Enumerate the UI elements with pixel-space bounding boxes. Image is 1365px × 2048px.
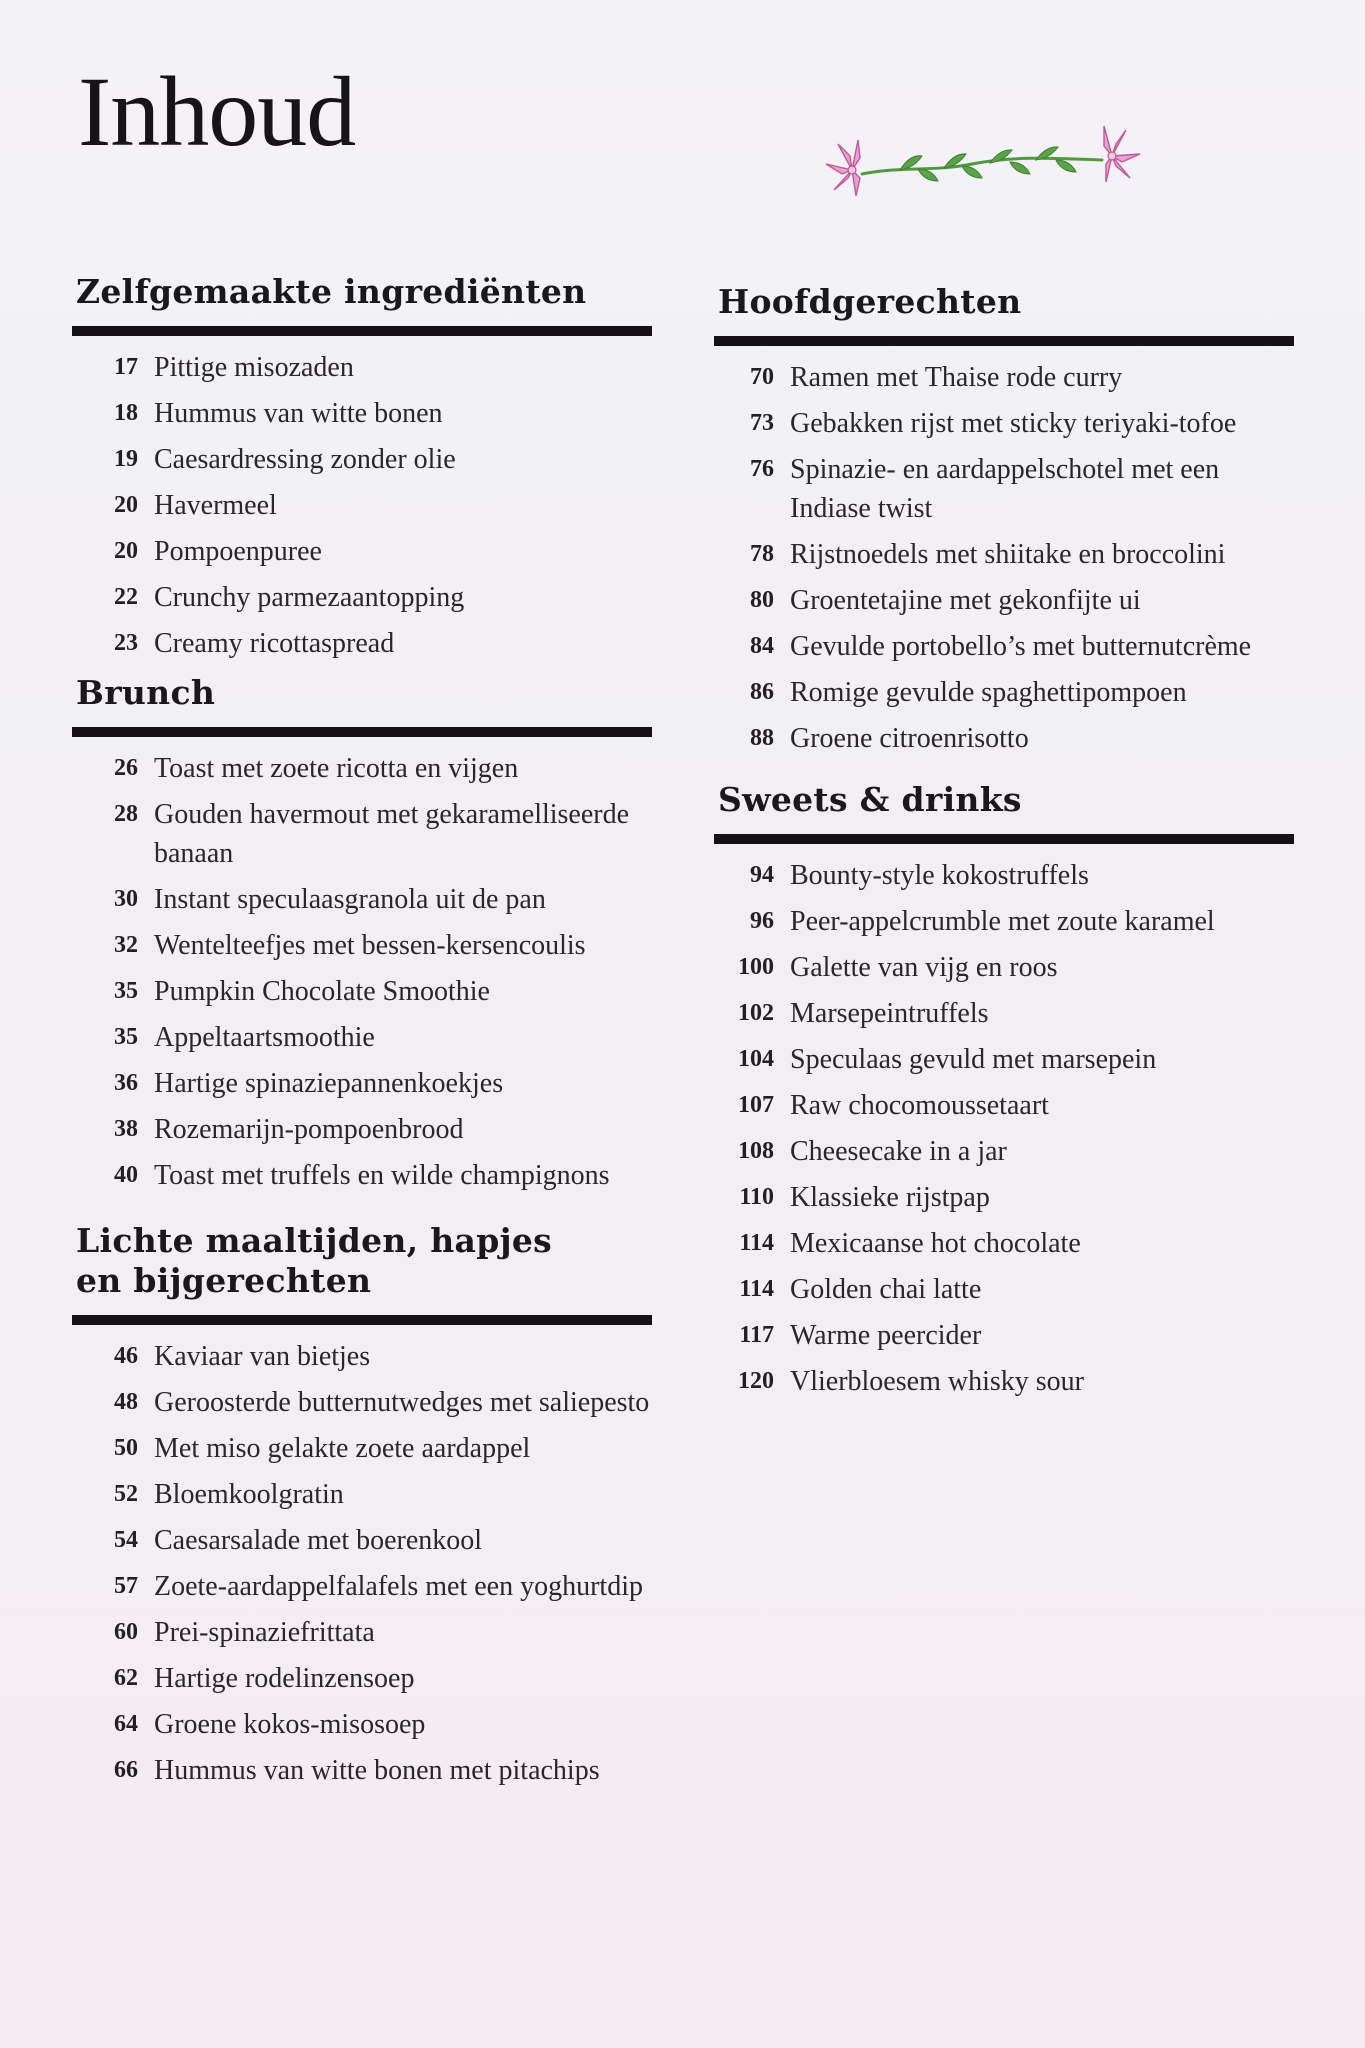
page-title: Inhoud (78, 56, 356, 167)
toc-entry (714, 856, 1294, 895)
recipe-title: Bounty-style kokostruffels (790, 860, 1089, 891)
recipe-title: Bloemkoolgratin (154, 1479, 344, 1510)
recipe-title: Warme peercider (790, 1320, 982, 1351)
toc-entry (714, 1316, 1294, 1355)
toc-entry (72, 972, 652, 1011)
page-number: 84 (750, 633, 774, 659)
left-column (72, 272, 652, 1797)
toc-entry (72, 440, 652, 479)
toc-entry (72, 1705, 652, 1744)
page-number: 110 (739, 1184, 774, 1210)
recipe-title: Gebakken rijst met sticky teriyaki-tofoe (790, 408, 1237, 439)
recipe-title: Romige gevulde spaghettipompoen (790, 677, 1187, 708)
section-heading: Zelfgemaakte ingrediënten (76, 272, 587, 311)
page-number: 70 (750, 364, 774, 390)
toc-entry (714, 581, 1294, 620)
entry-list (72, 348, 652, 663)
page-number: 54 (114, 1527, 138, 1553)
section-rule (72, 727, 652, 737)
section-heading (76, 1221, 652, 1301)
entry-list (72, 1337, 652, 1790)
page-number: 48 (114, 1389, 138, 1415)
recipe-title: Instant speculaasgranola uit de pan (154, 884, 546, 915)
recipe-title: Pumpkin Chocolate Smoothie (154, 976, 490, 1007)
toc-entry (72, 624, 652, 663)
page-number: 22 (114, 584, 138, 610)
page-number: 40 (114, 1162, 138, 1188)
recipe-title: Prei-spinaziefrittata (154, 1617, 375, 1648)
toc-entry (714, 450, 1294, 528)
toc-entry (72, 795, 652, 873)
recipe-title: Hartige rodelinzensoep (154, 1663, 415, 1694)
recipe-title: Golden chai latte (790, 1274, 982, 1305)
right-column (714, 282, 1294, 1408)
recipe-title: Groene kokos-misosoep (154, 1709, 426, 1740)
toc-entry (72, 1429, 652, 1468)
entry-list (72, 749, 652, 1195)
section-sweets-drinks (714, 780, 1294, 1401)
page-number: 114 (739, 1230, 774, 1256)
section-zelfgemaakte-ingredienten (72, 272, 652, 663)
recipe-title: Zoete-aardappelfalafels met een yoghurtdip (154, 1571, 643, 1602)
page-number: 60 (114, 1619, 138, 1645)
recipe-title: Wentelteefjes met bessen-kersencoulis (154, 930, 586, 961)
toc-entry (714, 902, 1294, 941)
page-number: 20 (114, 492, 138, 518)
recipe-title: Groentetajine met gekonfijte ui (790, 585, 1141, 616)
recipe-title: Rijstnoedels met shiitake en broccolini (790, 539, 1226, 570)
page-number: 62 (114, 1665, 138, 1691)
section-heading-line2: en bijgerechten (76, 1261, 372, 1300)
recipe-title: Mexicaanse hot chocolate (790, 1228, 1081, 1259)
section-rule (714, 834, 1294, 844)
recipe-title: Toast met truffels en wilde champignons (154, 1160, 610, 1191)
toc-entry (72, 1110, 652, 1149)
recipe-title: Hummus van witte bonen met pitachips (154, 1755, 600, 1786)
toc-entry (72, 880, 652, 919)
recipe-title: Peer-appelcrumble met zoute karamel (790, 906, 1215, 937)
page-number: 18 (114, 400, 138, 426)
toc-entry (714, 1132, 1294, 1171)
recipe-title: Hummus van witte bonen (154, 398, 443, 429)
page-number: 94 (750, 862, 774, 888)
recipe-title: Pittige misozaden (154, 352, 354, 383)
toc-entry (72, 926, 652, 965)
section-rule (72, 1315, 652, 1325)
toc-entry (714, 535, 1294, 574)
section-heading: Hoofdgerechten (718, 282, 1022, 321)
recipe-title: Speculaas gevuld met marsepein (790, 1044, 1157, 1075)
toc-entry (72, 394, 652, 433)
toc-entry (72, 486, 652, 525)
page-number: 46 (114, 1343, 138, 1369)
toc-entry (714, 358, 1294, 397)
toc-entry (714, 404, 1294, 443)
toc-entry (72, 1156, 652, 1195)
toc-entry (714, 1178, 1294, 1217)
entry-list (714, 358, 1294, 758)
page-number: 73 (750, 410, 774, 436)
recipe-title: Crunchy parmezaantopping (154, 582, 465, 613)
page-number: 76 (750, 456, 774, 482)
section-heading: Sweets & drinks (718, 780, 1022, 819)
toc-entry (714, 673, 1294, 712)
page-number: 64 (114, 1711, 138, 1737)
recipe-title: Spinazie- en aardappelschotel met een Indiase twist (790, 454, 1220, 524)
toc-entry (72, 1475, 652, 1514)
recipe-title: Appeltaartsmoothie (154, 1022, 375, 1053)
page-number: 104 (738, 1046, 774, 1072)
entry-list (714, 856, 1294, 1401)
flower-garland-illustration (822, 122, 1146, 214)
recipe-title: Groene citroenrisotto (790, 723, 1029, 754)
page-number: 23 (114, 630, 138, 656)
page-number: 32 (114, 932, 138, 958)
toc-entry (72, 348, 652, 387)
page-number: 114 (739, 1276, 774, 1302)
section-rule (714, 336, 1294, 346)
page-number: 35 (114, 978, 138, 1004)
page-number: 38 (114, 1116, 138, 1142)
toc-entry (714, 1270, 1294, 1309)
toc-entry (714, 1086, 1294, 1125)
section-brunch (72, 673, 652, 1195)
page-number: 107 (738, 1092, 774, 1118)
toc-entry (72, 1018, 652, 1057)
toc-entry (72, 1613, 652, 1652)
recipe-title: Ramen met Thaise rode curry (790, 362, 1123, 393)
recipe-title: Marsepeintruffels (790, 998, 989, 1029)
page-number: 36 (114, 1070, 138, 1096)
page-number: 78 (750, 541, 774, 567)
recipe-title: Caesardressing zonder olie (154, 444, 456, 475)
page-number: 17 (114, 354, 138, 380)
toc-entry (714, 719, 1294, 758)
page-number: 120 (738, 1368, 774, 1394)
toc-entry (714, 1040, 1294, 1079)
page-number: 96 (750, 908, 774, 934)
page-number: 57 (114, 1573, 138, 1599)
section-heading-line1: Lichte maaltijden, hapjes (76, 1221, 552, 1260)
toc-entry (714, 627, 1294, 666)
recipe-title: Havermeel (154, 490, 277, 521)
toc-entry (72, 1751, 652, 1790)
page-number: 28 (114, 801, 138, 827)
toc-entry (714, 994, 1294, 1033)
page-number: 50 (114, 1435, 138, 1461)
recipe-title: Hartige spinaziepannenkoekjes (154, 1068, 504, 1099)
recipe-title: Kaviaar van bietjes (154, 1341, 371, 1372)
recipe-title: Creamy ricottaspread (154, 628, 395, 659)
toc-entry (72, 578, 652, 617)
recipe-title: Klassieke rijstpap (790, 1182, 990, 1213)
page-number: 117 (739, 1322, 774, 1348)
page-number: 88 (750, 725, 774, 751)
recipe-title: Pompoenpuree (154, 536, 322, 567)
page-number: 20 (114, 538, 138, 564)
recipe-title: Gevulde portobello’s met butternutcrème (790, 631, 1252, 662)
recipe-title: Cheesecake in a jar (790, 1136, 1007, 1167)
page-number: 52 (114, 1481, 138, 1507)
recipe-title: Vlierbloesem whisky sour (790, 1366, 1084, 1397)
toc-entry (72, 749, 652, 788)
toc-entry (714, 1224, 1294, 1263)
page-number: 30 (114, 886, 138, 912)
recipe-title: Gouden havermout met gekaramelliseerde banaan (154, 799, 630, 869)
recipe-title: Caesarsalade met boerenkool (154, 1525, 483, 1556)
page-number: 86 (750, 679, 774, 705)
toc-entry (72, 1337, 652, 1376)
toc-entry (72, 1567, 652, 1606)
section-lichte-maaltijden (72, 1221, 652, 1790)
page-number: 108 (738, 1138, 774, 1164)
section-heading: Brunch (76, 673, 216, 712)
recipe-title: Rozemarijn-pompoenbrood (154, 1114, 464, 1145)
recipe-title: Toast met zoete ricotta en vijgen (154, 753, 519, 784)
recipe-title: Geroosterde butternutwedges met saliepesto (154, 1387, 650, 1418)
toc-entry (72, 1383, 652, 1422)
toc-entry (714, 1362, 1294, 1401)
page-number: 19 (114, 446, 138, 472)
page-number: 66 (114, 1757, 138, 1783)
toc-entry (72, 1521, 652, 1560)
toc-entry (72, 1064, 652, 1103)
page-number: 102 (738, 1000, 774, 1026)
toc-entry (714, 948, 1294, 987)
recipe-title: Raw chocomoussetaart (790, 1090, 1049, 1121)
toc-entry (72, 532, 652, 571)
recipe-title: Galette van vijg en roos (790, 952, 1058, 983)
toc-entry (72, 1659, 652, 1698)
section-rule (72, 326, 652, 336)
page-number: 100 (738, 954, 774, 980)
section-hoofdgerechten (714, 282, 1294, 758)
page-number: 26 (114, 755, 138, 781)
page-number: 80 (750, 587, 774, 613)
recipe-title: Met miso gelakte zoete aardappel (154, 1433, 531, 1464)
page-number: 35 (114, 1024, 138, 1050)
